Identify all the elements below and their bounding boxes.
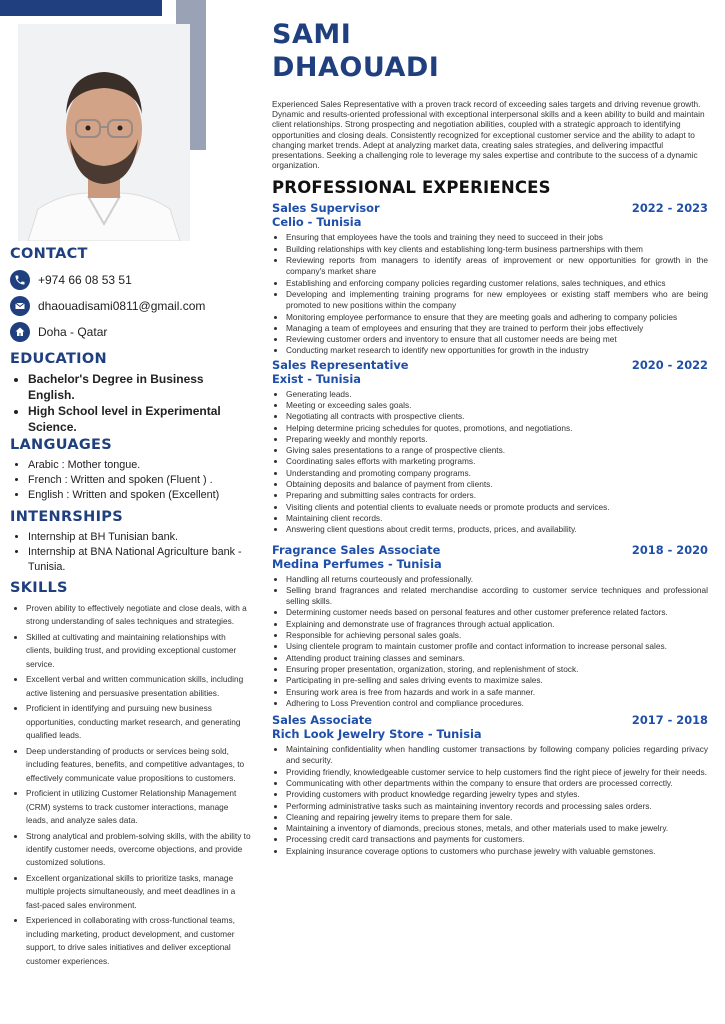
- job-entry: [272, 358, 708, 536]
- job-bullet: • Visiting clients and potential clients to evaluate needs or promote products and services.: [286, 502, 708, 513]
- job-bullet: • Performing administrative tasks such as maintaining inventory records and processing sales orders.: [286, 801, 708, 812]
- education-item: • Bachelor's Degree in Business English.: [28, 372, 240, 403]
- profile-photo: [18, 24, 190, 241]
- contact-phone: [10, 267, 205, 293]
- job-bullet: • Ensuring that employees have the tools and training they need to succeed in their jobs: [286, 232, 708, 243]
- contact-section: [10, 246, 205, 345]
- job-company: Exist - Tunisia: [272, 371, 361, 386]
- contact-email: [10, 293, 205, 319]
- job-bullet: • Helping determine pricing schedules for quotes, promotions, and negotiations.: [286, 423, 708, 434]
- job-bullet: • Reviewing reports from managers to identify areas of improvement or new opportunities for growth in the company's market share: [286, 255, 708, 278]
- job-bullet: • Maintaining a inventory of diamonds, precious stones, metals, and other materials used to make jewelry.: [286, 823, 708, 834]
- job-entry: [272, 543, 708, 710]
- education-item: • High School level in Experimental Science.: [28, 404, 240, 435]
- skill-item: • Strong analytical and problem-solving skills, with the ability to identify customer needs, overcome objections, and provide customized solutions.: [26, 830, 252, 870]
- education-heading: EDUCATION: [10, 351, 107, 367]
- contact-location: [10, 319, 205, 345]
- job-bullet: • Ensuring work area is free from hazards and work in a safe manner.: [286, 687, 708, 698]
- job-bullet: • Providing customers with product knowledge regarding jewelry types and styles.: [286, 789, 708, 800]
- job-bullet: • Establishing and enforcing company policies regarding customer relations, sales techniques, and ethics: [286, 278, 708, 289]
- contact-heading: CONTACT: [10, 246, 88, 262]
- job-bullet: • Giving sales presentations to a range of prospective clients.: [286, 445, 708, 456]
- skill-item: • Experienced in collaborating with cross-functional teams, including marketing, product development, and customer support, to drive sales initiatives and deliver exceptional customer experiences.: [26, 914, 252, 968]
- job-bullet: • Handling all returns courteously and professionally.: [286, 574, 708, 585]
- internships-section: [10, 509, 255, 575]
- job-bullet: • Understanding and promoting company programs.: [286, 468, 708, 479]
- skill-item: • Proficient in utilizing Customer Relationship Management (CRM) systems to track customer interactions, manage leads, and analyze sales data.: [26, 787, 252, 827]
- job-bullet: • Building relationships with key clients and establishing long-term business partnerships with them: [286, 244, 708, 255]
- job-role: Sales Supervisor: [272, 201, 380, 216]
- first-name: SAMI: [272, 19, 352, 50]
- right-column: [272, 18, 708, 857]
- job-bullet: • Adhering to Loss Prevention control and compliance procedures.: [286, 698, 708, 709]
- job-dates: 2017 - 2018: [631, 713, 708, 728]
- education-section: [10, 351, 240, 435]
- job-bullet: • Cleaning and repairing jewelry items to prepare them for sale.: [286, 812, 708, 823]
- job-bullet: • Maintaining client records.: [286, 513, 708, 524]
- skill-item: • Deep understanding of products or services being sold, including features, benefits, and competitive advantages, to effectively communicate value propositions to customers.: [26, 745, 252, 785]
- job-bullet: • Conducting market research to identify new opportunities for growth in the industry: [286, 345, 708, 356]
- phone-icon: [10, 270, 30, 290]
- job-bullet: • Selling brand fragrances and related merchandise according to customer service techniques and professional selling skills.: [286, 585, 708, 608]
- phone-text[interactable]: +974 66 08 53 51: [38, 273, 132, 287]
- skills-heading: SKILLS: [10, 580, 68, 596]
- skill-item: • Proficient in identifying and pursuing new business opportunities, conducting market research, and generating qualified leads.: [26, 702, 252, 742]
- job-company: Medina Perfumes - Tunisia: [272, 556, 442, 571]
- job-dates: 2022 - 2023: [631, 201, 708, 216]
- location-text: Doha - Qatar: [38, 325, 108, 339]
- language-item: • Arabic : Mother tongue.: [28, 458, 255, 473]
- internship-item: • Internship at BNA National Agriculture bank - Tunisia.: [28, 545, 255, 575]
- job-entry: [272, 201, 708, 356]
- job-bullet: • Attending product training classes and seminars.: [286, 653, 708, 664]
- job-dates: 2018 - 2020: [631, 542, 708, 557]
- job-bullet: • Participating in pre-selling and sales driving events to maximize sales.: [286, 675, 708, 686]
- job-bullet: • Communicating with other departments within the company to ensure that orders are processed correctly.: [286, 778, 708, 789]
- job-bullet: • Maintaining confidentiality when handling customer transactions by following company policies regarding privacy and security.: [286, 744, 708, 767]
- job-role: Sales Associate: [272, 713, 372, 728]
- languages-section: [10, 437, 255, 503]
- job-bullet: • Coordinating sales efforts with marketing programs.: [286, 456, 708, 467]
- last-name: DHAOUADI: [272, 52, 440, 83]
- job-bullet: • Using clientele program to maintain customer profile and contact information to increase personal sales.: [286, 641, 708, 652]
- skill-item: • Excellent organizational skills to prioritize tasks, manage multiple projects simultaneously, and meet deadlines in a fast-paced sales environment.: [26, 872, 252, 912]
- job-company: Rich Look Jewelry Store - Tunisia: [272, 727, 482, 742]
- language-item: • French : Written and spoken (Fluent ) .: [28, 473, 255, 488]
- internships-heading: INTENRSHIPS: [10, 509, 123, 525]
- job-bullet: • Providing friendly, knowledgeable customer service to help customers find the right piece of jewelry for their needs.: [286, 767, 708, 778]
- job-bullet: • Processing credit card transactions and payments for customers.: [286, 834, 708, 845]
- home-icon: [10, 322, 30, 342]
- skill-item: • Excellent verbal and written communication skills, including active listening and persuasive presentation abilities.: [26, 673, 252, 700]
- mail-icon: [10, 296, 30, 316]
- internship-item: • Internship at BH Tunisian bank.: [28, 530, 255, 545]
- job-bullet: • Explaining insurance coverage options to customers who purchase jewelry with valuable gemstones.: [286, 846, 708, 857]
- job-bullet: • Reviewing customer orders and inventory to ensure that all customer needs are being met: [286, 334, 708, 345]
- job-company: Celio - Tunisia: [272, 215, 362, 230]
- job-bullet: • Negotiating all contracts with prospective clients.: [286, 411, 708, 422]
- experience-heading: PROFESSIONAL EXPERIENCES: [272, 178, 551, 198]
- skills-section: [10, 580, 252, 970]
- job-bullet: • Responsible for achieving personal sales goals.: [286, 630, 708, 641]
- profile-summary: Experienced Sales Representative with a proven track record of exceeding sales targets and driving revenue growth. Dynamic and results-oriented professional with exceptional interpersonal skills and a keen ability to build and maintain client relationships. Strong prospecting and negotiation abilities, coupled with a strategic approach to identifying opportunities and closing deals. Consistently recognized for exceptional customer service and the ability to adapt to changing market trends. Adept at analyzing market data, creating sales strategies, and delivering impactful presentations. Seeking a challenging role to leverage my sales expertise and contribute to the success of a dynamic organization.: [272, 99, 705, 171]
- languages-heading: LANGUAGES: [10, 437, 112, 453]
- job-bullet: • Managing a team of employees and ensuring that they are trained to perform their jobs effectively: [286, 323, 708, 334]
- skill-item: • Proven ability to effectively negotiate and close deals, with a strong understanding of sales techniques and strategies.: [26, 602, 252, 629]
- skill-item: • Skilled at cultivating and maintaining relationships with clients, building trust, and providing exceptional customer service.: [26, 631, 252, 671]
- job-bullet: • Obtaining deposits and balance of payment from clients.: [286, 479, 708, 490]
- job-bullet: • Meeting or exceeding sales goals.: [286, 400, 708, 411]
- job-role: Fragrance Sales Associate: [272, 542, 441, 557]
- job-entry: [272, 713, 708, 857]
- email-text[interactable]: dhaouadisami0811@gmail.com: [38, 299, 206, 313]
- job-bullet: • Generating leads.: [286, 389, 708, 400]
- job-bullet: • Ensuring proper presentation, organization, storing, and replenishment of stock.: [286, 664, 708, 675]
- job-role: Sales Representative: [272, 357, 409, 372]
- job-bullet: • Monitoring employee performance to ensure that they are meeting goals and adhering to company policies: [286, 312, 708, 323]
- job-dates: 2020 - 2022: [631, 357, 708, 372]
- job-bullet: • Determining customer needs based on personal features and other customer preference related factors.: [286, 607, 708, 618]
- language-item: • English : Written and spoken (Excellent): [28, 488, 255, 503]
- decorative-bar-navy: [0, 0, 162, 16]
- job-bullet: • Developing and implementing training programs for new employees or existing staff members who are being promoted to new positions within the company: [286, 289, 708, 312]
- job-bullet: • Preparing weekly and monthly reports.: [286, 434, 708, 445]
- job-bullet: • Answering client questions about credit terms, products, prices, and availability.: [286, 524, 708, 535]
- job-bullet: • Explaining and demonstrate use of fragrances through actual application.: [286, 619, 708, 630]
- job-bullet: • Preparing and submitting sales contracts for orders.: [286, 490, 708, 501]
